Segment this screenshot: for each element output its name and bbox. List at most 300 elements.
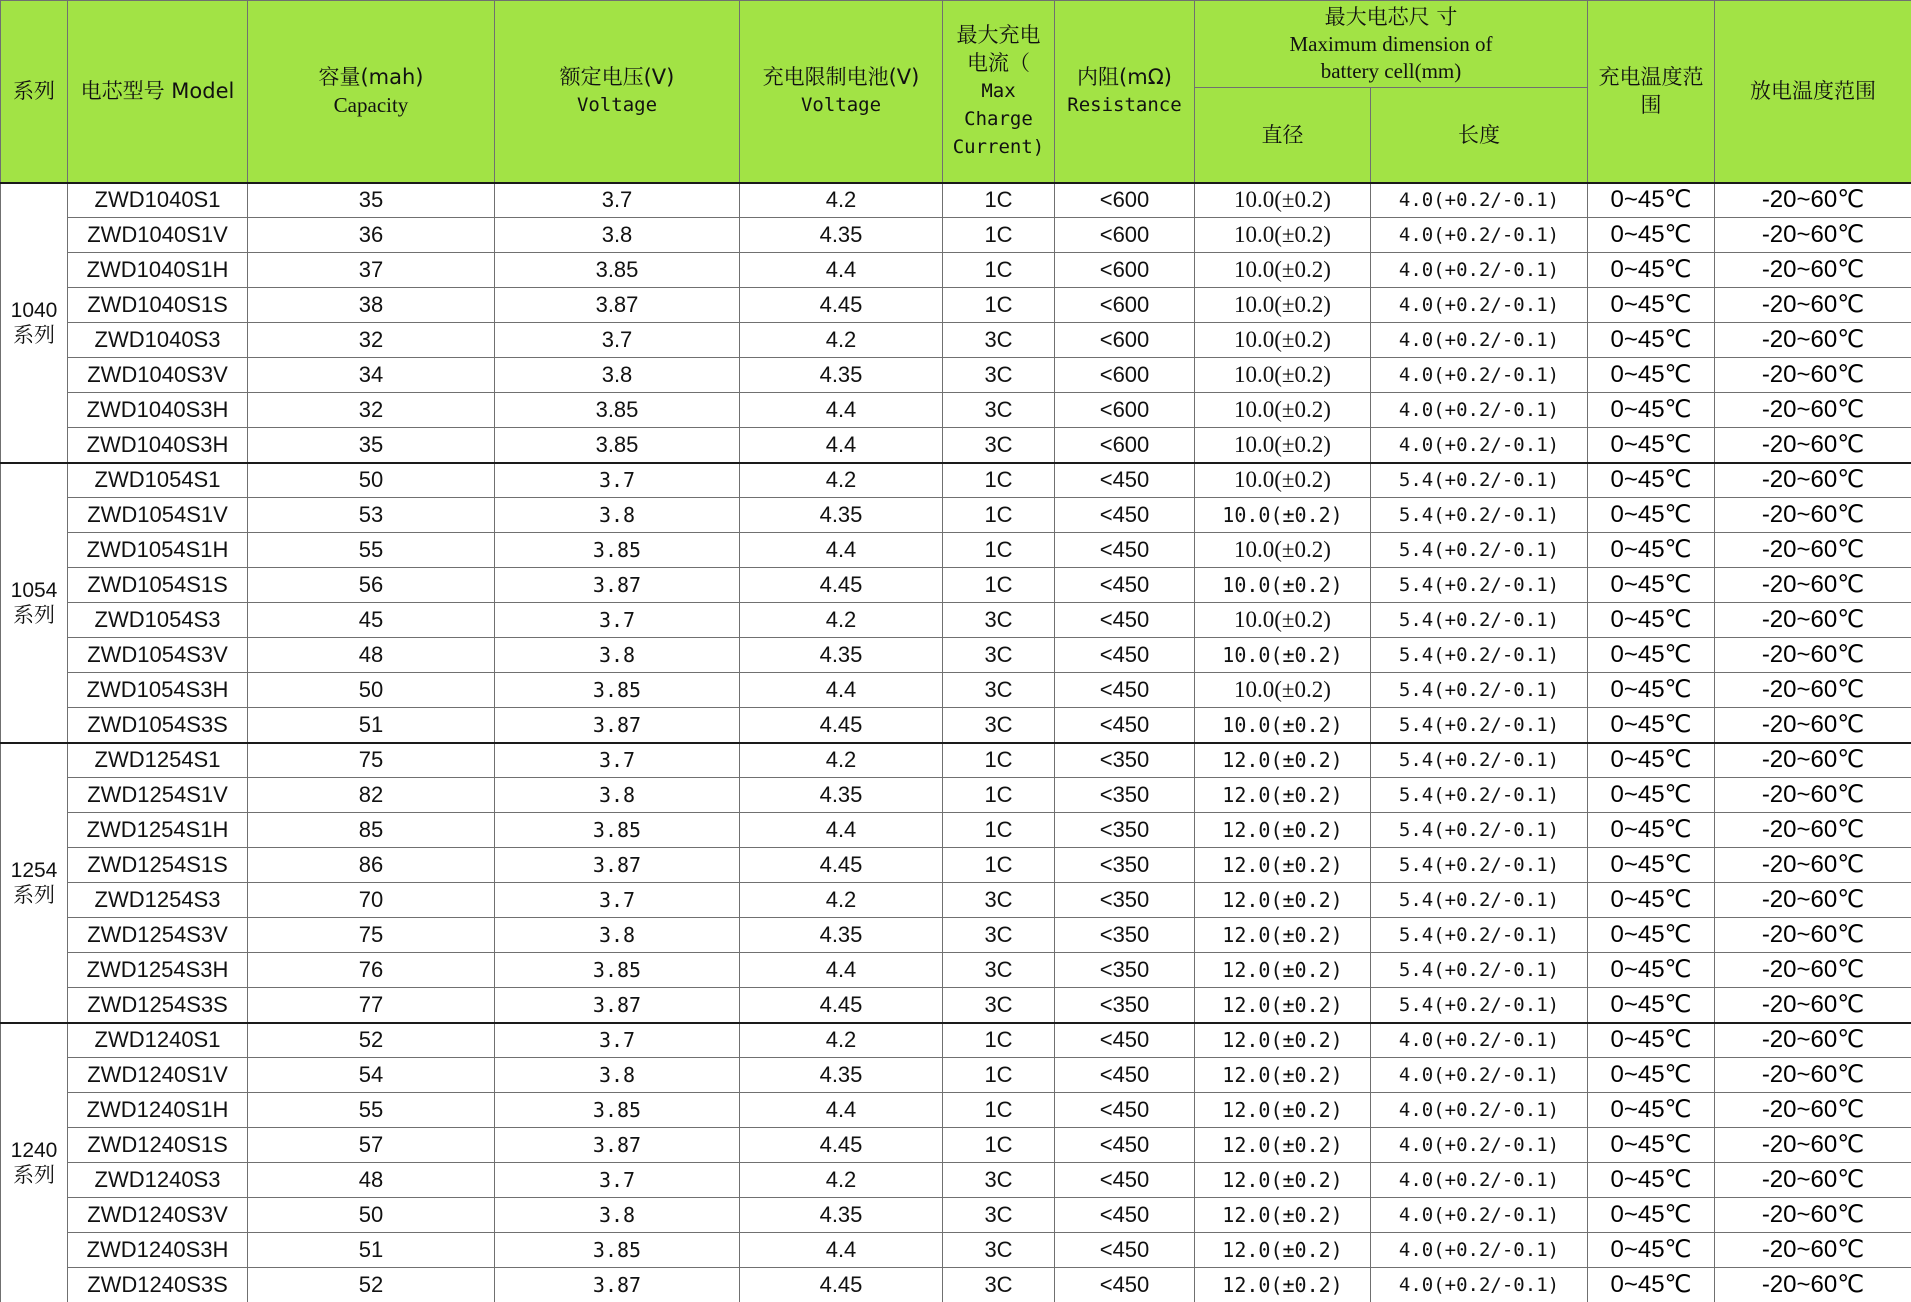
charge-temp-cell: 0~45℃	[1588, 953, 1715, 988]
table-row	[1, 183, 1911, 218]
header-max-charge-current-line: Current)	[952, 136, 1045, 159]
model-cell: ZWD1040S3H	[68, 428, 248, 463]
capacity-cell: 34	[248, 358, 495, 393]
series-label-line: 1040	[10, 298, 58, 322]
charge-temp-cell: 0~45℃	[1588, 498, 1715, 533]
capacity-cell: 52	[248, 1023, 495, 1058]
length-cell: 5.4(+0.2/-0.1)	[1371, 708, 1588, 743]
model-cell: ZWD1240S1S	[68, 1128, 248, 1163]
header-max-charge-current-line: Charge	[964, 108, 1033, 131]
charge-temp-cell: 0~45℃	[1588, 603, 1715, 638]
length-cell: 4.0(+0.2/-0.1)	[1371, 183, 1588, 218]
length-cell: 4.0(+0.2/-0.1)	[1371, 1058, 1588, 1093]
max-charge-current-cell: 3C	[943, 638, 1055, 673]
charge-limit-voltage-cell: 4.2	[740, 463, 943, 498]
model-cell: ZWD1040S1H	[68, 253, 248, 288]
model-cell: ZWD1254S1S	[68, 848, 248, 883]
resistance-cell: <600	[1055, 393, 1195, 428]
rated-voltage-cell: 3.8	[495, 1198, 740, 1233]
header-row	[1, 1, 1911, 88]
max-charge-current-cell: 1C	[943, 1023, 1055, 1058]
table-row	[1, 393, 1911, 428]
header-rated-voltage-zh: 额定电压(V)	[559, 65, 675, 90]
model-cell: ZWD1054S3V	[68, 638, 248, 673]
rated-voltage-cell: 3.8	[495, 1058, 740, 1093]
length-cell: 5.4(+0.2/-0.1)	[1371, 743, 1588, 778]
diameter-cell: 12.0(±0.2)	[1195, 848, 1371, 883]
charge-limit-voltage-cell: 4.2	[740, 323, 943, 358]
discharge-temp-cell: -20~60℃	[1715, 393, 1911, 428]
charge-temp-cell: 0~45℃	[1588, 463, 1715, 498]
discharge-temp-cell: -20~60℃	[1715, 918, 1911, 953]
max-charge-current-cell: 1C	[943, 778, 1055, 813]
diameter-cell: 10.0(±0.2)	[1195, 218, 1371, 253]
discharge-temp-cell: -20~60℃	[1715, 253, 1911, 288]
header-max-dimension-line: 最大电芯尺 寸	[1324, 4, 1458, 29]
capacity-cell: 85	[248, 813, 495, 848]
model-cell: ZWD1040S1	[68, 183, 248, 218]
header-rated-voltage-en: Voltage	[576, 94, 658, 117]
max-charge-current-cell: 3C	[943, 883, 1055, 918]
header-capacity-en: Capacity	[333, 93, 409, 118]
charge-temp-cell: 0~45℃	[1588, 568, 1715, 603]
resistance-cell: <450	[1055, 603, 1195, 638]
table-row	[1, 463, 1911, 498]
length-cell: 4.0(+0.2/-0.1)	[1371, 1023, 1588, 1058]
length-cell: 5.4(+0.2/-0.1)	[1371, 498, 1588, 533]
resistance-cell: <350	[1055, 848, 1195, 883]
resistance-cell: <450	[1055, 1093, 1195, 1128]
model-cell: ZWD1240S3V	[68, 1198, 248, 1233]
table-row	[1, 1198, 1911, 1233]
capacity-cell: 35	[248, 183, 495, 218]
length-cell: 5.4(+0.2/-0.1)	[1371, 883, 1588, 918]
resistance-cell: <600	[1055, 218, 1195, 253]
header-length: 长度	[1371, 88, 1588, 183]
charge-limit-voltage-cell: 4.2	[740, 743, 943, 778]
model-cell: ZWD1254S3S	[68, 988, 248, 1023]
table-row	[1, 988, 1911, 1023]
capacity-cell: 32	[248, 393, 495, 428]
rated-voltage-cell: 3.87	[495, 288, 740, 323]
series-label-line: 1240	[10, 1138, 58, 1162]
table-row	[1, 953, 1911, 988]
max-charge-current-cell: 1C	[943, 533, 1055, 568]
charge-limit-voltage-cell: 4.45	[740, 988, 943, 1023]
charge-limit-voltage-cell: 4.35	[740, 1198, 943, 1233]
capacity-cell: 76	[248, 953, 495, 988]
table-row	[1, 498, 1911, 533]
diameter-cell: 12.0(±0.2)	[1195, 778, 1371, 813]
charge-limit-voltage-cell: 4.35	[740, 218, 943, 253]
length-cell: 4.0(+0.2/-0.1)	[1371, 1128, 1588, 1163]
charge-limit-voltage-cell: 4.35	[740, 778, 943, 813]
length-cell: 4.0(+0.2/-0.1)	[1371, 1093, 1588, 1128]
rated-voltage-cell: 3.85	[495, 253, 740, 288]
model-cell: ZWD1240S3	[68, 1163, 248, 1198]
max-charge-current-cell: 3C	[943, 603, 1055, 638]
resistance-cell: <450	[1055, 533, 1195, 568]
header-resistance-en: Resistance	[1067, 94, 1182, 117]
rated-voltage-cell: 3.7	[495, 463, 740, 498]
capacity-cell: 70	[248, 883, 495, 918]
max-charge-current-cell: 1C	[943, 498, 1055, 533]
charge-temp-cell: 0~45℃	[1588, 988, 1715, 1023]
resistance-cell: <600	[1055, 323, 1195, 358]
diameter-cell: 12.0(±0.2)	[1195, 1128, 1371, 1163]
resistance-cell: <450	[1055, 1268, 1195, 1302]
table-row	[1, 288, 1911, 323]
rated-voltage-cell: 3.85	[495, 1093, 740, 1128]
model-cell: ZWD1040S3H	[68, 393, 248, 428]
discharge-temp-cell: -20~60℃	[1715, 428, 1911, 463]
max-charge-current-cell: 1C	[943, 848, 1055, 883]
capacity-cell: 50	[248, 673, 495, 708]
model-cell: ZWD1254S3	[68, 883, 248, 918]
charge-limit-voltage-cell: 4.45	[740, 568, 943, 603]
header-charge-temp-line: 围	[1640, 93, 1662, 118]
table-row	[1, 1023, 1911, 1058]
length-cell: 4.0(+0.2/-0.1)	[1371, 358, 1588, 393]
length-cell: 5.4(+0.2/-0.1)	[1371, 988, 1588, 1023]
capacity-cell: 56	[248, 568, 495, 603]
discharge-temp-cell: -20~60℃	[1715, 533, 1911, 568]
header-max-dimension-line: battery cell(mm)	[1320, 58, 1462, 83]
capacity-cell: 55	[248, 533, 495, 568]
capacity-cell: 50	[248, 1198, 495, 1233]
table-row	[1, 883, 1911, 918]
model-cell: ZWD1054S3	[68, 603, 248, 638]
discharge-temp-cell: -20~60℃	[1715, 323, 1911, 358]
max-charge-current-cell: 1C	[943, 743, 1055, 778]
header-max-charge-current-line: 最大充电	[956, 23, 1041, 48]
table-row	[1, 1163, 1911, 1198]
rated-voltage-cell: 3.85	[495, 1233, 740, 1268]
table-row	[1, 1233, 1911, 1268]
rated-voltage-cell: 3.8	[495, 918, 740, 953]
capacity-cell: 55	[248, 1093, 495, 1128]
discharge-temp-cell: -20~60℃	[1715, 603, 1911, 638]
charge-temp-cell: 0~45℃	[1588, 813, 1715, 848]
max-charge-current-cell: 3C	[943, 1233, 1055, 1268]
model-cell: ZWD1240S1H	[68, 1093, 248, 1128]
charge-temp-cell: 0~45℃	[1588, 218, 1715, 253]
discharge-temp-cell: -20~60℃	[1715, 1198, 1911, 1233]
model-cell: ZWD1240S1V	[68, 1058, 248, 1093]
charge-limit-voltage-cell: 4.35	[740, 1058, 943, 1093]
discharge-temp-cell: -20~60℃	[1715, 1023, 1911, 1058]
length-cell: 5.4(+0.2/-0.1)	[1371, 638, 1588, 673]
max-charge-current-cell: 1C	[943, 1093, 1055, 1128]
table-row	[1, 778, 1911, 813]
header-charge-limit-voltage-zh: 充电限制电池(V)	[762, 65, 920, 90]
length-cell: 4.0(+0.2/-0.1)	[1371, 1233, 1588, 1268]
max-charge-current-cell: 1C	[943, 813, 1055, 848]
resistance-cell: <600	[1055, 253, 1195, 288]
resistance-cell: <350	[1055, 953, 1195, 988]
table-body	[1, 183, 1911, 1302]
capacity-cell: 54	[248, 1058, 495, 1093]
rated-voltage-cell: 3.7	[495, 883, 740, 918]
rated-voltage-cell: 3.87	[495, 568, 740, 603]
capacity-cell: 51	[248, 708, 495, 743]
charge-limit-voltage-cell: 4.4	[740, 953, 943, 988]
rated-voltage-cell: 3.85	[495, 813, 740, 848]
charge-temp-cell: 0~45℃	[1588, 1163, 1715, 1198]
charge-limit-voltage-cell: 4.4	[740, 393, 943, 428]
discharge-temp-cell: -20~60℃	[1715, 883, 1911, 918]
model-cell: ZWD1254S3H	[68, 953, 248, 988]
resistance-cell: <600	[1055, 183, 1195, 218]
charge-temp-cell: 0~45℃	[1588, 183, 1715, 218]
diameter-cell: 10.0(±0.2)	[1195, 463, 1371, 498]
diameter-cell: 10.0(±0.2)	[1195, 253, 1371, 288]
table-row	[1, 813, 1911, 848]
rated-voltage-cell: 3.85	[495, 428, 740, 463]
resistance-cell: <450	[1055, 1198, 1195, 1233]
header-capacity	[248, 1, 495, 183]
diameter-cell: 12.0(±0.2)	[1195, 1093, 1371, 1128]
charge-temp-cell: 0~45℃	[1588, 358, 1715, 393]
discharge-temp-cell: -20~60℃	[1715, 1163, 1911, 1198]
header-max-charge-current-line: Max	[981, 80, 1016, 103]
resistance-cell: <450	[1055, 673, 1195, 708]
charge-temp-cell: 0~45℃	[1588, 778, 1715, 813]
charge-temp-cell: 0~45℃	[1588, 323, 1715, 358]
resistance-cell: <450	[1055, 568, 1195, 603]
length-cell: 5.4(+0.2/-0.1)	[1371, 813, 1588, 848]
diameter-cell: 10.0(±0.2)	[1195, 603, 1371, 638]
diameter-cell: 10.0(±0.2)	[1195, 498, 1371, 533]
resistance-cell: <450	[1055, 463, 1195, 498]
rated-voltage-cell: 3.87	[495, 708, 740, 743]
resistance-cell: <450	[1055, 1128, 1195, 1163]
capacity-cell: 75	[248, 918, 495, 953]
series-label-line: 系列	[13, 603, 55, 627]
resistance-cell: <600	[1055, 288, 1195, 323]
series-label-line: 1254	[10, 858, 58, 882]
charge-limit-voltage-cell: 4.45	[740, 708, 943, 743]
discharge-temp-cell: -20~60℃	[1715, 708, 1911, 743]
model-cell: ZWD1054S3H	[68, 673, 248, 708]
diameter-cell: 12.0(±0.2)	[1195, 743, 1371, 778]
rated-voltage-cell: 3.8	[495, 778, 740, 813]
series-label	[1, 463, 68, 743]
table-header	[1, 1, 1911, 183]
max-charge-current-cell: 3C	[943, 1198, 1055, 1233]
rated-voltage-cell: 3.85	[495, 533, 740, 568]
diameter-cell: 10.0(±0.2)	[1195, 183, 1371, 218]
capacity-cell: 82	[248, 778, 495, 813]
model-cell: ZWD1054S1	[68, 463, 248, 498]
max-charge-current-cell: 1C	[943, 253, 1055, 288]
charge-limit-voltage-cell: 4.45	[740, 1128, 943, 1163]
max-charge-current-cell: 1C	[943, 288, 1055, 323]
model-cell: ZWD1254S1H	[68, 813, 248, 848]
diameter-cell: 10.0(±0.2)	[1195, 358, 1371, 393]
charge-limit-voltage-cell: 4.4	[740, 673, 943, 708]
resistance-cell: <600	[1055, 428, 1195, 463]
discharge-temp-cell: -20~60℃	[1715, 673, 1911, 708]
rated-voltage-cell: 3.87	[495, 988, 740, 1023]
length-cell: 4.0(+0.2/-0.1)	[1371, 288, 1588, 323]
rated-voltage-cell: 3.85	[495, 953, 740, 988]
charge-temp-cell: 0~45℃	[1588, 428, 1715, 463]
table-row	[1, 253, 1911, 288]
resistance-cell: <450	[1055, 1023, 1195, 1058]
header-rated-voltage	[495, 1, 740, 183]
max-charge-current-cell: 3C	[943, 988, 1055, 1023]
charge-limit-voltage-cell: 4.2	[740, 1023, 943, 1058]
length-cell: 5.4(+0.2/-0.1)	[1371, 533, 1588, 568]
rated-voltage-cell: 3.7	[495, 1023, 740, 1058]
resistance-cell: <600	[1055, 358, 1195, 393]
charge-temp-cell: 0~45℃	[1588, 1023, 1715, 1058]
table-row	[1, 1128, 1911, 1163]
table-row	[1, 218, 1911, 253]
rated-voltage-cell: 3.87	[495, 848, 740, 883]
max-charge-current-cell: 1C	[943, 463, 1055, 498]
length-cell: 4.0(+0.2/-0.1)	[1371, 323, 1588, 358]
capacity-cell: 45	[248, 603, 495, 638]
table-row	[1, 428, 1911, 463]
resistance-cell: <450	[1055, 638, 1195, 673]
charge-temp-cell: 0~45℃	[1588, 533, 1715, 568]
model-cell: ZWD1054S1H	[68, 533, 248, 568]
charge-limit-voltage-cell: 4.35	[740, 498, 943, 533]
table-row	[1, 323, 1911, 358]
discharge-temp-cell: -20~60℃	[1715, 953, 1911, 988]
rated-voltage-cell: 3.8	[495, 218, 740, 253]
header-charge-limit-voltage-en: Voltage	[800, 94, 882, 117]
rated-voltage-cell: 3.87	[495, 1268, 740, 1302]
capacity-cell: 48	[248, 1163, 495, 1198]
header-charge-limit-voltage	[740, 1, 943, 183]
resistance-cell: <450	[1055, 708, 1195, 743]
header-model: 电芯型号 Model	[68, 1, 248, 183]
charge-limit-voltage-cell: 4.2	[740, 183, 943, 218]
charge-limit-voltage-cell: 4.4	[740, 1093, 943, 1128]
header-max-dimension-line: Maximum dimension of	[1289, 31, 1493, 56]
diameter-cell: 12.0(±0.2)	[1195, 918, 1371, 953]
charge-limit-voltage-cell: 4.2	[740, 1163, 943, 1198]
capacity-cell: 36	[248, 218, 495, 253]
diameter-cell: 12.0(±0.2)	[1195, 988, 1371, 1023]
max-charge-current-cell: 3C	[943, 708, 1055, 743]
capacity-cell: 50	[248, 463, 495, 498]
table-row	[1, 568, 1911, 603]
max-charge-current-cell: 3C	[943, 673, 1055, 708]
discharge-temp-cell: -20~60℃	[1715, 988, 1911, 1023]
model-cell: ZWD1254S1	[68, 743, 248, 778]
length-cell: 4.0(+0.2/-0.1)	[1371, 218, 1588, 253]
diameter-cell: 12.0(±0.2)	[1195, 1198, 1371, 1233]
discharge-temp-cell: -20~60℃	[1715, 218, 1911, 253]
diameter-cell: 10.0(±0.2)	[1195, 708, 1371, 743]
capacity-cell: 32	[248, 323, 495, 358]
length-cell: 5.4(+0.2/-0.1)	[1371, 953, 1588, 988]
capacity-cell: 35	[248, 428, 495, 463]
table-row	[1, 533, 1911, 568]
length-cell: 5.4(+0.2/-0.1)	[1371, 603, 1588, 638]
table-row	[1, 708, 1911, 743]
max-charge-current-cell: 1C	[943, 568, 1055, 603]
length-cell: 4.0(+0.2/-0.1)	[1371, 1163, 1588, 1198]
discharge-temp-cell: -20~60℃	[1715, 1058, 1911, 1093]
charge-temp-cell: 0~45℃	[1588, 1233, 1715, 1268]
model-cell: ZWD1240S3H	[68, 1233, 248, 1268]
discharge-temp-cell: -20~60℃	[1715, 568, 1911, 603]
charge-temp-cell: 0~45℃	[1588, 638, 1715, 673]
rated-voltage-cell: 3.8	[495, 358, 740, 393]
max-charge-current-cell: 1C	[943, 1058, 1055, 1093]
resistance-cell: <450	[1055, 1163, 1195, 1198]
header-max-dimension	[1195, 1, 1588, 88]
capacity-cell: 52	[248, 1268, 495, 1302]
diameter-cell: 10.0(±0.2)	[1195, 673, 1371, 708]
charge-limit-voltage-cell: 4.4	[740, 533, 943, 568]
charge-temp-cell: 0~45℃	[1588, 673, 1715, 708]
length-cell: 5.4(+0.2/-0.1)	[1371, 568, 1588, 603]
max-charge-current-cell: 1C	[943, 218, 1055, 253]
charge-temp-cell: 0~45℃	[1588, 393, 1715, 428]
length-cell: 5.4(+0.2/-0.1)	[1371, 778, 1588, 813]
capacity-cell: 51	[248, 1233, 495, 1268]
discharge-temp-cell: -20~60℃	[1715, 358, 1911, 393]
table-row	[1, 638, 1911, 673]
rated-voltage-cell: 3.8	[495, 638, 740, 673]
header-charge-temp	[1588, 1, 1715, 183]
capacity-cell: 77	[248, 988, 495, 1023]
charge-temp-cell: 0~45℃	[1588, 288, 1715, 323]
diameter-cell: 12.0(±0.2)	[1195, 1268, 1371, 1302]
charge-temp-cell: 0~45℃	[1588, 883, 1715, 918]
rated-voltage-cell: 3.85	[495, 393, 740, 428]
resistance-cell: <450	[1055, 1233, 1195, 1268]
model-cell: ZWD1240S3S	[68, 1268, 248, 1302]
model-cell: ZWD1254S3V	[68, 918, 248, 953]
rated-voltage-cell: 3.87	[495, 1128, 740, 1163]
header-series: 系列	[1, 1, 68, 183]
diameter-cell: 12.0(±0.2)	[1195, 883, 1371, 918]
header-diameter: 直径	[1195, 88, 1371, 183]
table-row	[1, 743, 1911, 778]
max-charge-current-cell: 3C	[943, 918, 1055, 953]
model-cell: ZWD1040S3V	[68, 358, 248, 393]
charge-limit-voltage-cell: 4.4	[740, 813, 943, 848]
diameter-cell: 10.0(±0.2)	[1195, 568, 1371, 603]
charge-temp-cell: 0~45℃	[1588, 1058, 1715, 1093]
charge-limit-voltage-cell: 4.4	[740, 428, 943, 463]
discharge-temp-cell: -20~60℃	[1715, 183, 1911, 218]
discharge-temp-cell: -20~60℃	[1715, 778, 1911, 813]
series-label	[1, 183, 68, 463]
discharge-temp-cell: -20~60℃	[1715, 288, 1911, 323]
table-row	[1, 1058, 1911, 1093]
diameter-cell: 10.0(±0.2)	[1195, 638, 1371, 673]
table-row	[1, 918, 1911, 953]
discharge-temp-cell: -20~60℃	[1715, 498, 1911, 533]
rated-voltage-cell: 3.7	[495, 1163, 740, 1198]
length-cell: 5.4(+0.2/-0.1)	[1371, 463, 1588, 498]
capacity-cell: 53	[248, 498, 495, 533]
rated-voltage-cell: 3.7	[495, 323, 740, 358]
max-charge-current-cell: 3C	[943, 428, 1055, 463]
model-cell: ZWD1054S1S	[68, 568, 248, 603]
length-cell: 5.4(+0.2/-0.1)	[1371, 918, 1588, 953]
rated-voltage-cell: 3.7	[495, 743, 740, 778]
max-charge-current-cell: 3C	[943, 1268, 1055, 1302]
